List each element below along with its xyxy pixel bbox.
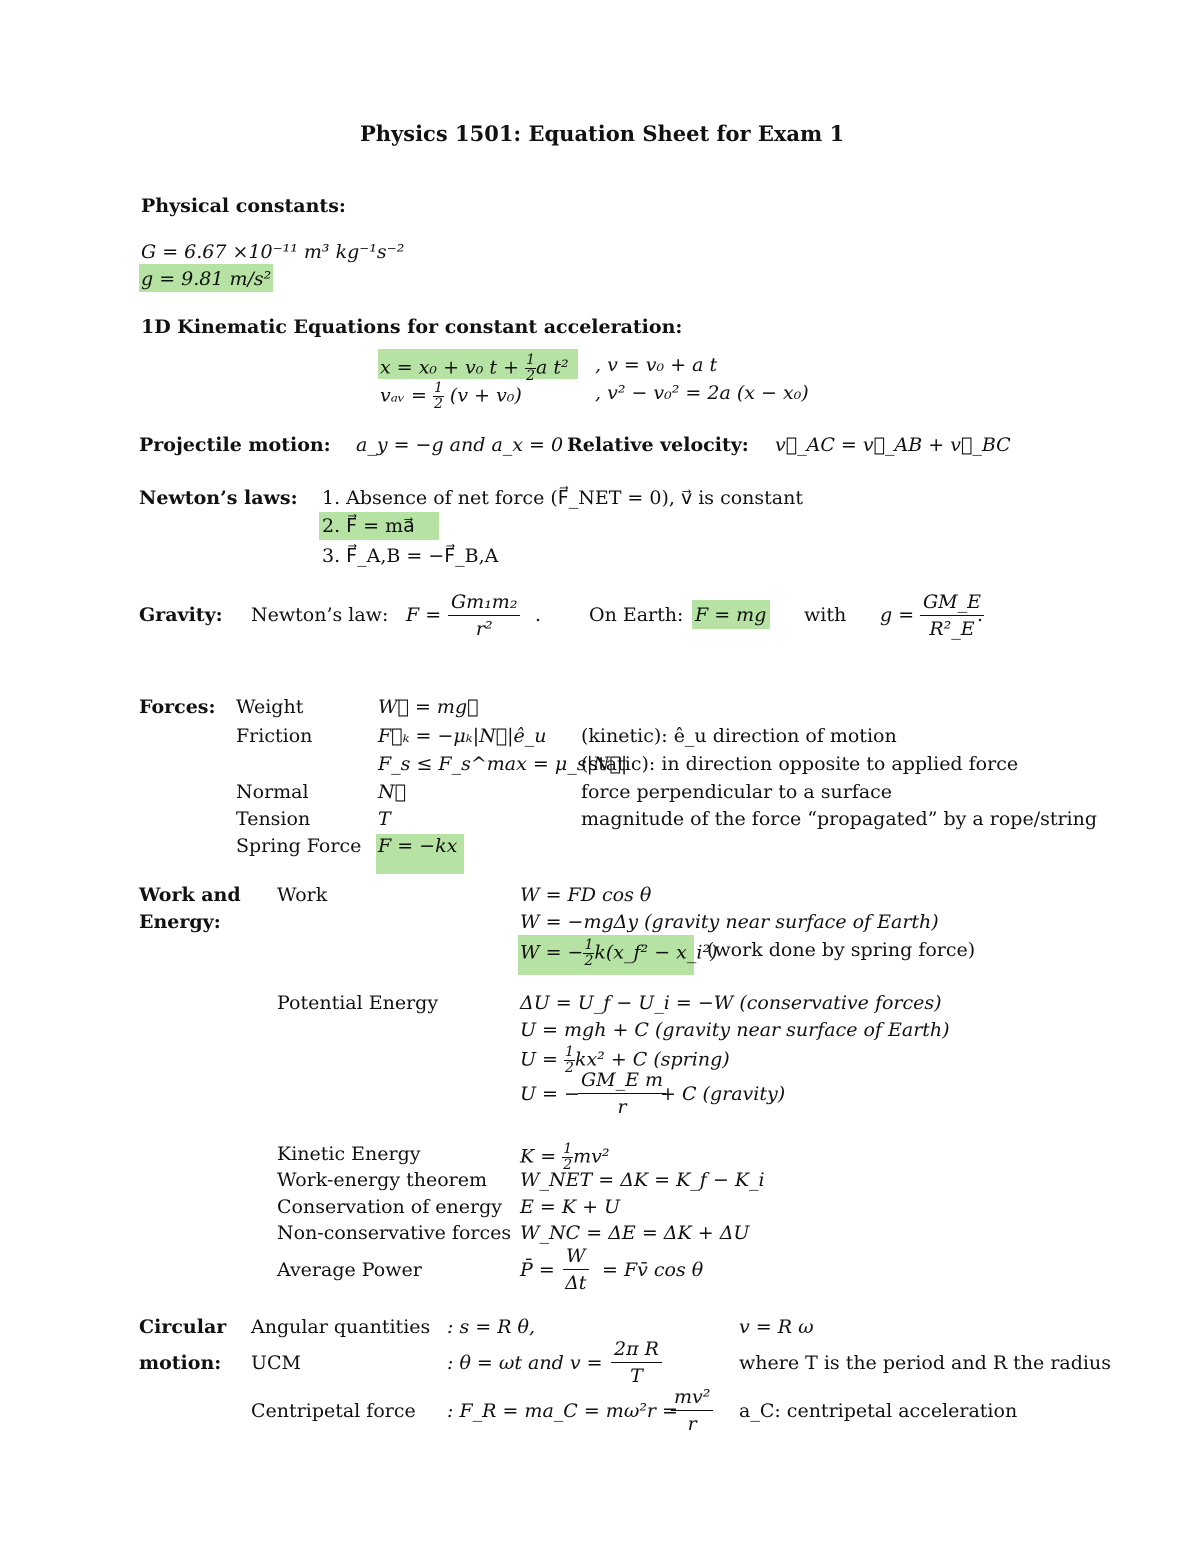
- kinematic-eq-v: , v = v₀ + a t: [595, 354, 718, 376]
- force-desc: (kinetic): ê_u direction of motion: [581, 725, 897, 747]
- gravity-earth-eq: F = mg: [695, 604, 767, 626]
- gravity-earth-label: On Earth:: [589, 604, 684, 626]
- force-eq: F_s ≤ F_s^max = μ_s|N⃗|: [378, 753, 628, 775]
- angular-label: Angular quantities: [251, 1316, 431, 1338]
- constants-heading: Physical constants:: [141, 195, 346, 217]
- ncf-eq: W_NC = ΔE = ΔK + ΔU: [520, 1222, 750, 1244]
- ucm-fraction: $\frac{\text{2π R}}{T}$: [611, 1336, 662, 1389]
- gravity-g-fraction: $\frac{GM\_E}{\text{R²\_E}}$: [920, 589, 984, 642]
- newton-law-3: 3. F⃗_A,B = −F⃗_B,A: [322, 545, 499, 567]
- power-label: Average Power: [277, 1259, 422, 1281]
- newton-heading: Newton’s laws:: [139, 487, 298, 509]
- work-label: Work: [277, 884, 328, 906]
- force-eq: N⃗: [378, 781, 407, 803]
- constant-G: G = 6.67 ×10⁻¹¹ m³ kg⁻¹s⁻²: [141, 241, 405, 263]
- force-eq: F⃗ₖ = −μₖ|N⃗|ê_u: [378, 725, 547, 747]
- centripetal-eq-pre: : F_R = ma_C = mω²r =: [447, 1400, 678, 1422]
- force-name: Spring Force: [236, 835, 362, 857]
- work-heading-1: Work and: [139, 884, 241, 906]
- work-eq-2: W = −mgΔy (gravity near surface of Earth): [520, 911, 939, 933]
- force-desc: magnitude of the force “propagated” by a rope/string: [581, 808, 1098, 830]
- forces-heading: Forces:: [139, 696, 216, 718]
- coe-eq: E = K + U: [520, 1196, 621, 1218]
- gravity-with: with: [804, 604, 847, 626]
- force-name: Tension: [236, 808, 311, 830]
- centripetal-fraction: $\frac{\text{mv²}}{r}$: [671, 1384, 713, 1437]
- angular-eq: : s = R θ,: [447, 1316, 536, 1338]
- gravity-newton-label: Newton’s law:: [251, 604, 389, 626]
- circular-heading-2: motion:: [139, 1352, 222, 1374]
- pe-label: Potential Energy: [277, 992, 439, 1014]
- force-eq: F = −kx: [378, 835, 458, 857]
- centripetal-label: Centripetal force: [251, 1400, 416, 1422]
- ucm-eq-pre: : θ = ωt and v =: [447, 1352, 603, 1374]
- angular-eq-2: v = R ω: [739, 1316, 814, 1338]
- page-title: Physics 1501: Equation Sheet for Exam 1: [360, 121, 845, 146]
- newton-law-2: 2. F⃗ = ma⃗: [322, 515, 415, 537]
- force-name: Friction: [236, 725, 313, 747]
- kinematics-heading: 1D Kinematic Equations for constant acceleration:: [141, 316, 683, 338]
- power-eq-post: = Fv̄ cos θ: [602, 1259, 704, 1281]
- wet-label: Work-energy theorem: [277, 1169, 488, 1191]
- gravity-period: .: [535, 604, 542, 626]
- work-eq-3-desc: (work done by spring force): [707, 939, 976, 961]
- force-eq: W⃗ = mg⃗: [378, 696, 479, 718]
- gravity-fraction: $\frac{\text{Gm₁m₂}}{\text{r²}}$: [448, 589, 520, 642]
- pe-eq-4-post: + C (gravity): [660, 1083, 786, 1105]
- ke-label: Kinetic Energy: [277, 1143, 421, 1165]
- pe-eq-4-pre: U = −: [520, 1083, 580, 1105]
- ucm-desc: where T is the period and R the radius: [739, 1352, 1111, 1374]
- projectile-eq: a_y = −g and a_x = 0: [356, 434, 564, 456]
- pe-eq-4-fraction: $\frac{\text{GM\_E m}}{r}$: [578, 1067, 666, 1120]
- newton-law-1: 1. Absence of net force (F⃗_NET = 0), v⃗ is constant: [322, 487, 803, 509]
- gravity-heading: Gravity:: [139, 604, 223, 626]
- ke-eq: K = $\frac{1}{2}$ mv²: [520, 1141, 610, 1173]
- projectile-heading: Projectile motion:: [139, 434, 331, 456]
- kinematic-eq-v2: , v² − v₀² = 2a (x − x₀): [595, 382, 809, 404]
- relative-velocity-eq: v⃗_AC = v⃗_AB + v⃗_BC: [775, 434, 1011, 456]
- gravity-g-eq: g =: [880, 604, 915, 626]
- work-eq-3: W = − $\frac{1}{2}$ k(x_f² − x_i²): [520, 937, 718, 969]
- relative-velocity-heading: Relative velocity:: [567, 434, 749, 456]
- gravity-g-period: .: [977, 604, 984, 626]
- power-eq-pre: P̄ =: [520, 1259, 555, 1281]
- ncf-label: Non-conservative forces: [277, 1222, 512, 1244]
- force-name: Normal: [236, 781, 309, 803]
- constant-g: g = 9.81 m/s²: [141, 268, 272, 290]
- pe-eq-2: U = mgh + C (gravity near surface of Earth): [520, 1019, 950, 1041]
- ucm-label: UCM: [251, 1352, 302, 1374]
- kinematic-eq-x: x = x₀ + v₀ t + $\frac{1}{2}$ a t²: [380, 352, 569, 384]
- centripetal-desc: a_C: centripetal acceleration: [739, 1400, 1018, 1422]
- pe-eq-1: ΔU = U_f − U_i = −W (conservative forces): [520, 992, 942, 1014]
- force-desc: force perpendicular to a surface: [581, 781, 893, 803]
- force-name: Weight: [236, 696, 304, 718]
- wet-eq: W_NET = ΔK = K_f − K_i: [520, 1169, 765, 1191]
- power-fraction: $\frac{W}{\Delta t}$: [563, 1243, 589, 1296]
- gravity-F-eq: F =: [406, 604, 442, 626]
- coe-label: Conservation of energy: [277, 1196, 502, 1218]
- work-heading-2: Energy:: [139, 911, 221, 933]
- work-eq-1: W = FD cos θ: [520, 884, 652, 906]
- circular-heading-1: Circular: [139, 1316, 227, 1338]
- kinematic-eq-vav: vₐᵥ = $\frac{1}{2}$ (v + v₀): [380, 380, 522, 412]
- force-eq: T: [378, 808, 391, 830]
- pe-eq-3: U = $\frac{1}{2}$ kx² + C (spring): [520, 1044, 730, 1076]
- force-desc: (static): in direction opposite to applied force: [581, 753, 1019, 775]
